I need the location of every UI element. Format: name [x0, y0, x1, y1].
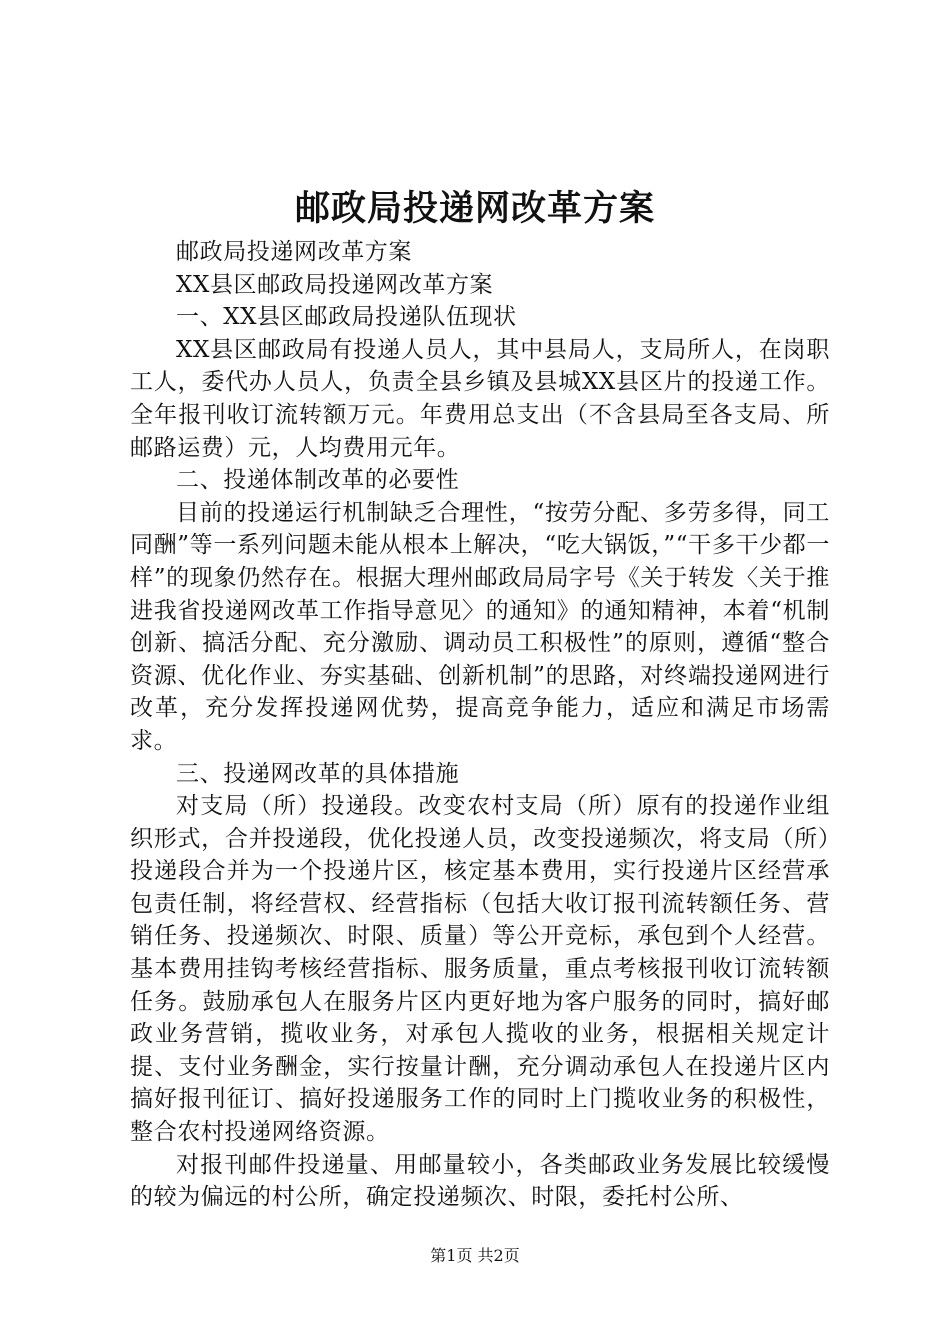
paragraph-subtitle: XX县区邮政局投递网改革方案	[176, 271, 494, 298]
page-number-footer: 第1页 共2页	[430, 1246, 520, 1265]
section-heading-2: 二、投递体制改革的必要性	[176, 467, 460, 494]
document-body	[130, 236, 830, 1214]
section-heading-3: 三、投递网改革的具体措施	[176, 760, 460, 787]
paragraph-heading-repeat: 邮政局投递网改革方案	[176, 239, 412, 265]
section-heading-1: 一、XX县区邮政局投递队伍现状	[176, 304, 517, 331]
paragraph-necessity: 目前的投递运行机制缺乏合理性，“按劳分配、多劳多得，同工同酬”等一系列问题未能从根本上解决，“吃大锅饭，”“干多干少都一样”的现象仍然存在。根据大理州邮政局局字号《关于转发〈关于推进我省投递网改革工作指导意见〉的通知》的通知精神，本着“机制创新、搞活分配、充分激励、调动员工积极性”的原则，遵循“整合资源、优化作业、夯实基础、创新机制”的思路，对终端投递网进行改革，充分发挥投递网优势，提高竞争能力，适应和满足市场需求。	[130, 499, 830, 754]
document-title: 邮政局投递网改革方案	[294, 188, 655, 229]
paragraph-remote-villages: 对报刊邮件投递量、用邮量较小，各类邮政业务发展比较缓慢的较为偏远的村公所，确定投递频次、时限，委托村公所、	[130, 1151, 830, 1211]
paragraph-branch-measures: 对支局（所）投递段。改变农村支局（所）原有的投递作业组织形式，合并投递段，优化投递人员，改变投递频次，将支局（所）投递段合并为一个投递片区，核定基本费用，实行投递片区经营承包责任制，将经营权、经营指标（包括大收订报刊流转额任务、营销任务、投递频次、时限、质量）等公开竞标，承包到个人经营。基本费用挂钩考核经营指标、服务质量，重点考核报刊收订流转额任务。鼓励承包人在服务片区内更好地为客户服务的同时，搞好邮政业务营销，揽收业务，对承包人揽收的业务，根据相关规定计提、支付业务酬金，实行按量计酬，充分调动承包人在投递片区内搞好报刊征订、搞好投递服务工作的同时上门揽收业务的积极性，整合农村投递网络资源。	[130, 793, 830, 1146]
paragraph-staff-status: XX县区邮政局有投递人员人，其中县局人，支局所人，在岗职工人，委代办人员人，负责全县乡镇及县城XX县区片的投递工作。全年报刊收订流转额万元。年费用总支出（不含县局至各支局、所邮路运费）元，人均费用元年。	[130, 336, 830, 461]
